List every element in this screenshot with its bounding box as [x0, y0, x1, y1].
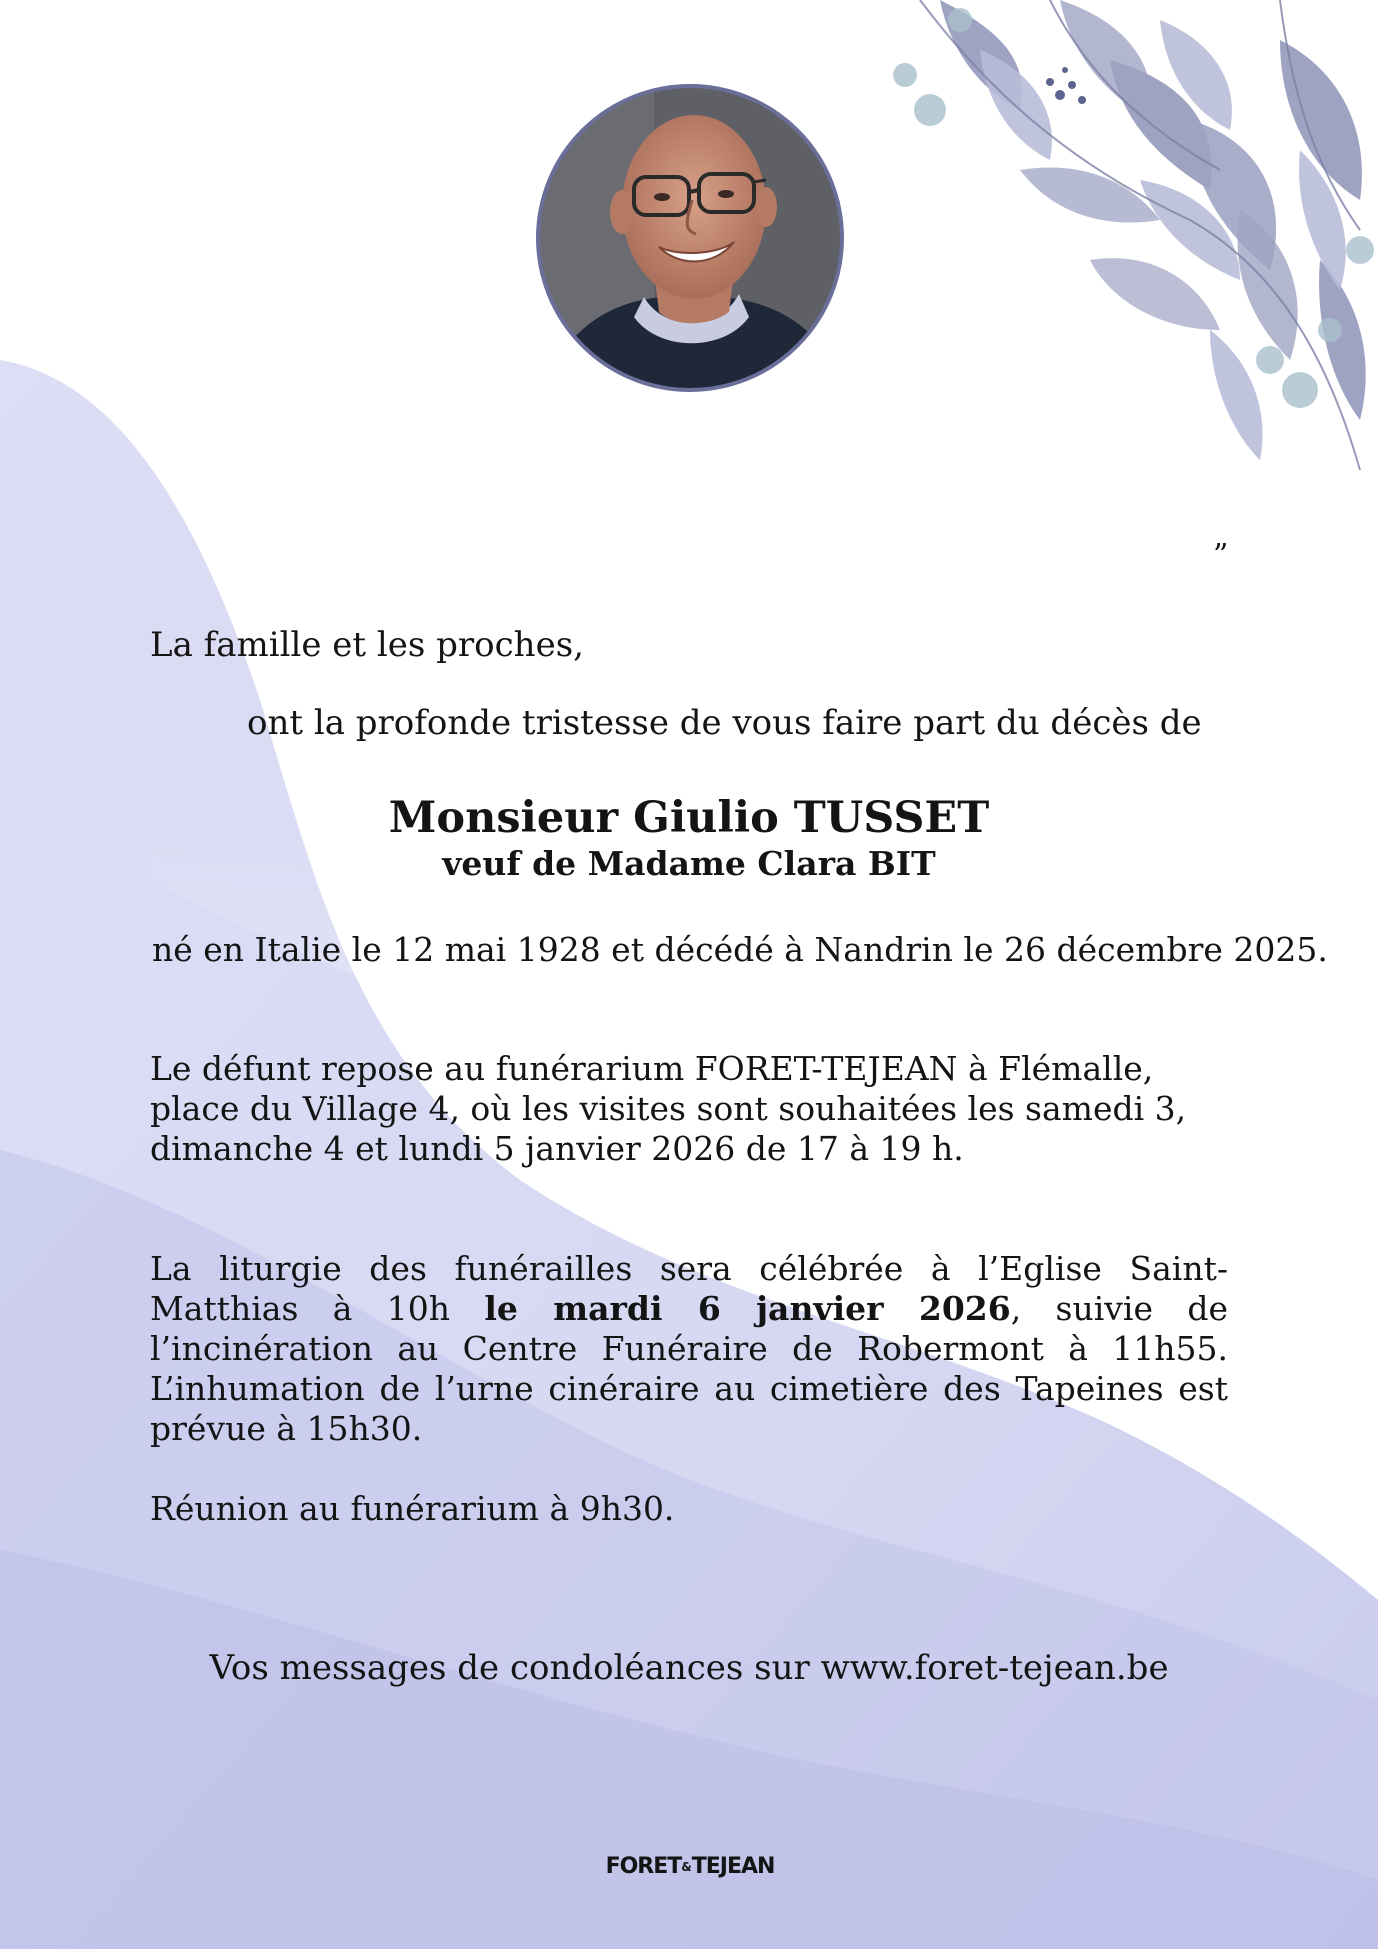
logo-left: FORET: [605, 1854, 682, 1879]
repose-line-2: place du Village 4, où les visites sont souhaitées les samedi 3,: [150, 1089, 1187, 1128]
meeting-line: Réunion au funérarium à 9h30.: [150, 1489, 675, 1528]
liturgy-paragraph: [150, 1249, 1228, 1449]
logo-right: TEJEAN: [691, 1854, 775, 1879]
liturgy-text-start: La liturgie des funérailles sera célébrée à l’Eglise Saint-Matthias à 10h: [150, 1249, 1228, 1328]
closing-quote-mark: ”: [1213, 538, 1229, 573]
liturgy-text-end: , suivie de l’incinération au Centre Funéraire de Robermont à 11h55. L’inhumation de l’urne cinéraire au cimetière des Tapeines est prévue à 15h30.: [150, 1289, 1229, 1448]
portrait-photo: [534, 82, 846, 394]
foret-tejean-logo: [580, 1852, 800, 1882]
intro-line: La famille et les proches,: [150, 625, 584, 665]
repose-line-1: Le défunt repose au funérarium FORET-TEJEAN à Flémalle,: [150, 1049, 1154, 1088]
announcement-line: ont la profonde tristesse de vous faire part du décès de: [247, 703, 1202, 743]
deceased-name: Monsieur Giulio TUSSET: [388, 793, 990, 843]
spouse-line: veuf de Madame Clara BIT: [442, 844, 936, 883]
logo-ampersand: &: [681, 1860, 692, 1874]
repose-line-3: dimanche 4 et lundi 5 janvier 2026 de 17 à 19 h.: [150, 1129, 964, 1168]
condolences-line: Vos messages de condoléances sur www.foret-tejean.be: [209, 1648, 1169, 1688]
repose-paragraph: [150, 1049, 1228, 1169]
eucalyptus-leaves-decoration: [860, 0, 1378, 480]
birth-death-dates: né en Italie le 12 mai 1928 et décédé à Nandrin le 26 décembre 2025.: [152, 930, 1328, 969]
funeral-date: le mardi 6 janvier 2026: [484, 1289, 1011, 1328]
